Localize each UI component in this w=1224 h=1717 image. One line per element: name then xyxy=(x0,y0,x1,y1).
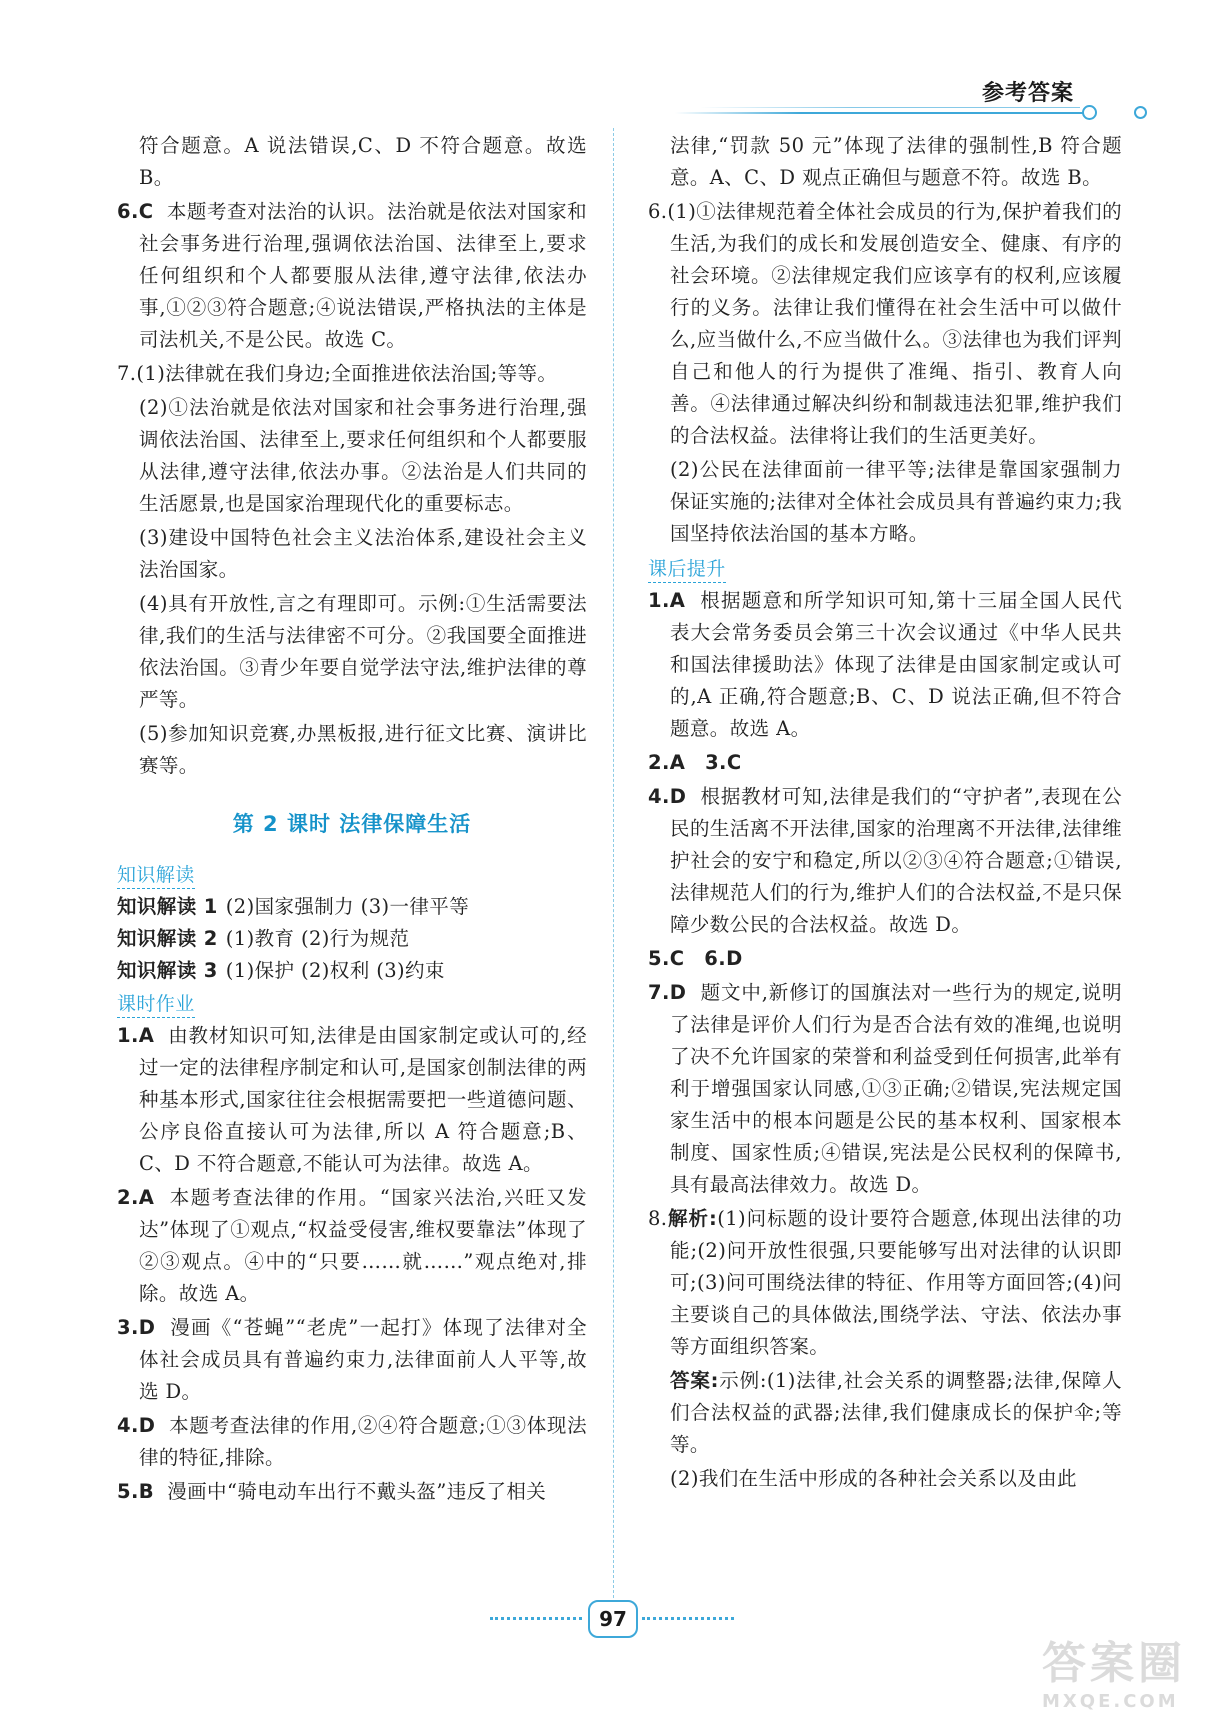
after-5-6: 5.C 6.D xyxy=(648,947,743,970)
left-column xyxy=(117,130,587,1510)
header-title: 参考答案 xyxy=(981,81,1074,106)
label-after-class: 课后提升 xyxy=(648,556,726,583)
answer-6: 6.C 本题考查对法治的认识。法治就是依法对国家和社会事务进行治理,强调依法治国、法律至上,要求任何组织和个人都要服从法律,遵守法律,依法办事,①②③符合题意;④说法错误,严格执法的主体是司法机关,不是公民。故选 C。 xyxy=(117,200,587,351)
homework-4: 4.D 本题考查法律的作用,②④符合题意;①③体现法律的特征,排除。 xyxy=(117,1414,587,1469)
homework-2: 2.A 本题考查法律的作用。“国家兴法治,兴旺又发达”体现了①观点,“权益受侵害,维权要靠法”体现了②③观点。④中的“只要……就……”观点绝对,排除。故选 A。 xyxy=(117,1186,587,1305)
answer-7-2: (2)①法治就是依法对国家和社会事务进行治理,强调依法治国、法律至上,要求任何组织和个人都要服从法律,遵守法律,依法办事。②法治是人们共同的生活愿景,也是国家治理现代化的重要标志。 xyxy=(139,396,587,515)
answer-7-5: (5)参加知识竞赛,办黑板报,进行征文比赛、演讲比赛等。 xyxy=(139,722,587,777)
knowledge-line-1: 知识解读 1 (2)国家强制力 (3)一律平等 xyxy=(117,895,470,918)
after-7: 7.D 题文中,新修订的国旗法对一些行为的规定,说明了法律是评价人们行为是否合法有效的准绳,也说明了决不允许国家的荣誉和利益受到任何损害,此举有利于增强国家认同感,①③正确;②错误,宪法规定国家生活中的根本问题是公民的基本权利、国家根本制度、国家性质;④错误,宪法是公民权利的保障书,具有最高法律效力。故选 D。 xyxy=(648,981,1123,1196)
label-homework: 课时作业 xyxy=(117,991,195,1018)
section-title: 第 2 课时 法律保障生活 xyxy=(232,812,472,836)
left-continuation: 符合题意。A 说法错误,C、D 不符合题意。故选 B。 xyxy=(139,134,587,189)
label-knowledge: 知识解读 xyxy=(117,862,195,889)
footer-dots-left xyxy=(490,1617,582,1620)
page-number: 97 xyxy=(588,1600,638,1638)
answer-r6-2: (2)公民在法律面前一律平等;法律是靠国家强制力保证实施的;法律对全体社会成员具有普遍约束力;我国坚持依法治国的基本方略。 xyxy=(670,458,1122,545)
knowledge-line-2: 知识解读 2 (1)教育 (2)行为规范 xyxy=(117,927,410,950)
answer-7-3: (3)建设中国特色社会主义法治体系,建设社会主义法治国家。 xyxy=(139,526,587,581)
header-rule-thin xyxy=(700,107,1080,108)
page-footer xyxy=(0,1600,1224,1640)
answer-7-4: (4)具有开放性,言之有理即可。示例:①生活需要法律,我们的生活与法律密不可分。②我国要全面推进依法治国。③青少年要自觉学法守法,维护法律的尊严等。 xyxy=(139,592,587,711)
header-dot-small xyxy=(1134,106,1147,119)
answer-7-1: 7.(1)法律就在我们身边;全面推进依法治国;等等。 xyxy=(117,362,558,385)
column-divider xyxy=(613,128,614,1598)
watermark-logo xyxy=(1042,1627,1212,1712)
footer-dots-right xyxy=(642,1617,734,1620)
after-8-analysis: 8.解析:(1)问标题的设计要符合题意,体现出法律的功能;(2)问开放性很强,只要能够写出对法律的认识即可;(3)问可围绕法律的特征、作用等方面回答;(4)问主要谈自己的具体做法,围绕学法、守法、依法办事等方面组织答案。 xyxy=(648,1207,1123,1358)
right-column xyxy=(648,130,1122,1497)
knowledge-line-3: 知识解读 3 (1)保护 (2)权利 (3)约束 xyxy=(117,959,445,982)
homework-3: 3.D 漫画《“苍蝇”“老虎”一起打》体现了法律对全体社会成员具有普遍约束力,法律面前人人平等,故选 D。 xyxy=(117,1316,587,1403)
after-8-answer-2: (2)我们在生活中形成的各种社会关系以及由此 xyxy=(670,1467,1077,1490)
homework-1: 1.A 由教材知识可知,法律是由国家制定或认可的,经过一定的法律程序制定和认可,是国家创制法律的两种基本形式,国家往往会根据需要把一些道德问题、公序良俗直接认可为法律,所以 A 符合题意;B、C、D 不符合题意,不能认可为法律。故选 A。 xyxy=(117,1024,587,1175)
after-8-answer: 答案:示例:(1)法律,社会关系的调整器;法律,保障人们合法权益的武器;法律,我们健康成长的保护伞;等等。 xyxy=(670,1369,1123,1456)
watermark-url: MXQE.COM xyxy=(1042,1691,1179,1712)
after-1: 1.A 根据题意和所学知识可知,第十三届全国人民代表大会常务委员会第三十次会议通过《中华人民共和国法律援助法》体现了法律是由国家制定或认可的,A 正确,符合题意;B、C、D 说法正确,但不符合题意。故选 A。 xyxy=(648,589,1122,740)
after-2-3: 2.A 3.C xyxy=(648,751,742,774)
header-rule xyxy=(675,112,1095,114)
answer-r6-1: 6.(1)①法律规范着全体社会成员的行为,保护着我们的生活,为我们的成长和发展创造安全、健康、有序的社会环境。②法律规定我们应该享有的权利,应该履行的义务。法律让我们懂得在社会生活中可以做什么,应当做什么,不应当做什么。③法律也为我们评判自己和他人的行为提供了准绳、指引、教育人向善。④法律通过解决纠纷和制裁违法犯罪,维护我们的合法权益。法律将让我们的生活更美好。 xyxy=(648,200,1122,447)
after-4: 4.D 根据教材可知,法律是我们的“守护者”,表现在公民的生活离不开法律,国家的治理离不开法律,法律维护社会的安宁和稳定,所以②③④符合题意;①错误,法律规范人们的行为,维护人们的合法权益,不是只保障少数公民的合法权益。故选 D。 xyxy=(648,785,1122,936)
right-continuation: 法律,“罚款 50 元”体现了法律的强制性,B 符合题意。A、C、D 观点正确但与题意不符。故选 B。 xyxy=(670,134,1122,189)
watermark-text: 答案圈 xyxy=(1042,1638,1186,1689)
header-dot-large xyxy=(1082,105,1097,120)
homework-5: 5.B 漫画中“骑电动车出行不戴头盔”违反了相关 xyxy=(117,1480,547,1503)
